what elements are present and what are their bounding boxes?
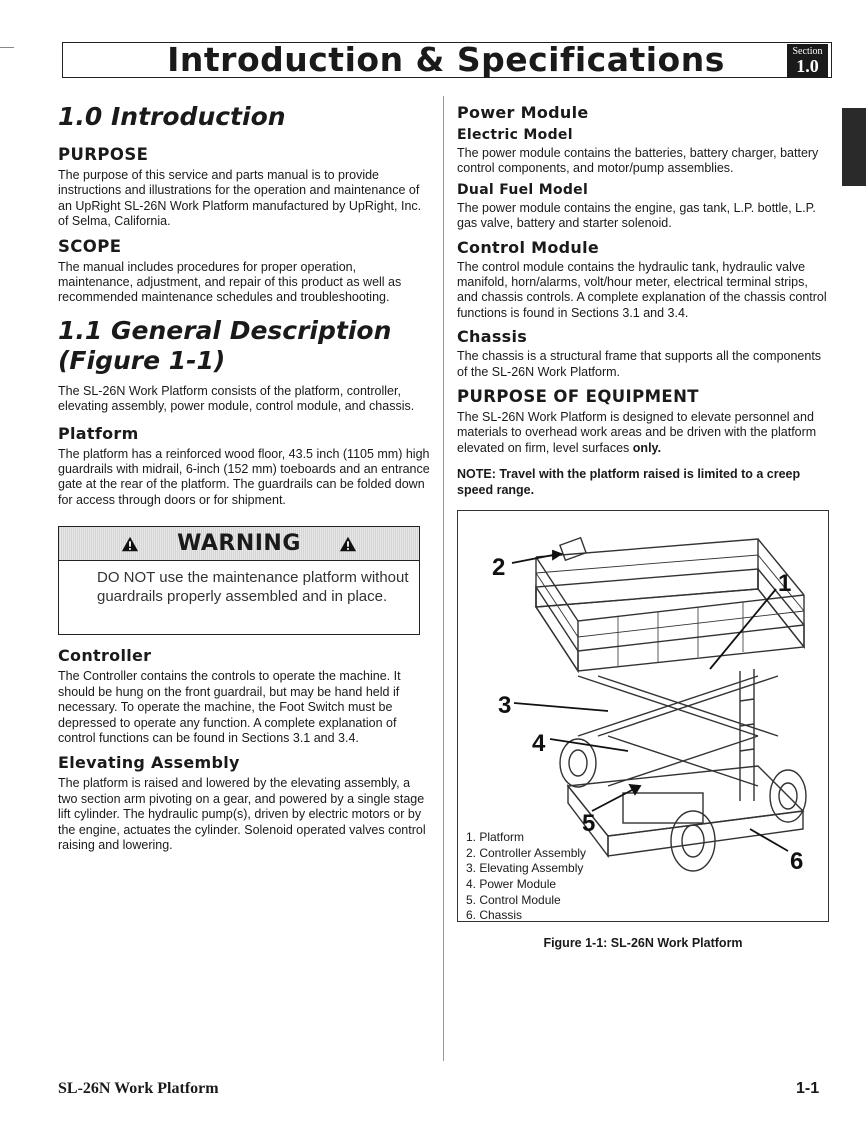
equipment-text-body: The SL-26N Work Platform is designed to elevate personnel and materials to overhead work areas and be driven with the platform elevated on firm, level surfaces — [457, 410, 817, 455]
purpose-heading: PURPOSE — [58, 145, 149, 164]
figure-caption: Figure 1-1: SL-26N Work Platform — [543, 936, 743, 951]
footer-model: SL-26N Work Platform — [58, 1080, 219, 1097]
callout-4: 4 — [532, 730, 546, 758]
chassis-heading: Chassis — [457, 327, 528, 347]
right-column — [457, 98, 829, 950]
figure-legend — [466, 830, 586, 924]
section-badge-number: 1.0 — [796, 56, 819, 76]
callout-3: 3 — [498, 692, 512, 720]
section-edge-tab — [842, 108, 866, 186]
chassis-text: The chassis is a structural frame that supports all the components of the SL-26N Work Platform. — [457, 349, 822, 379]
figure-box — [457, 510, 829, 922]
elevating-text: The platform is raised and lowered by the elevating assembly, a two section arm pivoting on a gear, and powered by a single stage lift cylinder. The hydraulic pump(s), driven by electric motors or by the engine, actuates the cylinder. Solenoid operated valves control raising and lowering. — [58, 776, 426, 852]
warning-title: WARNING — [177, 531, 301, 557]
legend-item: 5. Control Module — [466, 892, 561, 907]
scope-heading: SCOPE — [58, 236, 122, 256]
section-badge — [787, 44, 828, 78]
left-column — [58, 98, 430, 853]
platform-heading: Platform — [58, 423, 139, 443]
intro-heading: 1.0 Introduction — [58, 102, 286, 131]
warning-header — [59, 527, 419, 561]
dual-text: The power module contains the engine, gas tank, L.P. bottle, L.P. gas valve, battery and starter solenoid. — [457, 200, 816, 231]
note-text: NOTE: Travel with the platform raised is limited to a creep speed range. — [457, 467, 801, 498]
equipment-heading: PURPOSE OF EQUIPMENT — [457, 387, 699, 407]
electric-text: The power module contains the batteries, battery charger, battery control components, and motor/pump assemblies. — [457, 146, 819, 176]
purpose-text: The purpose of this service and parts manual is to provide instructions and illustrations for the operation and maintenance of an UpRight SL-26N Work Platform manufactured by UpRight, Inc. of Selma, California. — [58, 168, 422, 229]
page-title: Introduction & Specifications — [167, 40, 725, 79]
equipment-text-emphasis: only. — [632, 440, 662, 455]
legend-item: 3. Elevating Assembly — [466, 861, 584, 876]
power-heading: Power Module — [457, 103, 589, 122]
legend-item: 6. Chassis — [466, 908, 523, 923]
page-number: 1-1 — [796, 1080, 820, 1097]
scope-text: The manual includes procedures for proper operation, maintenance, adjustment, and repair of this product as well as recommended maintenance schedules and troubleshooting. — [58, 259, 402, 305]
general-heading: 1.1 General Description — [58, 315, 392, 345]
warning-text: DO NOT use the maintenance platform without guardrails properly assembled and in place. — [97, 569, 409, 605]
equipment-text — [457, 410, 829, 456]
dual-heading: Dual Fuel Model — [457, 181, 589, 198]
control-heading: Control Module — [457, 237, 600, 257]
controller-heading: Controller — [58, 646, 152, 666]
elevating-heading: Elevating Assembly — [58, 753, 240, 773]
control-text: The control module contains the hydraulic tank, hydraulic valve manifold, horn/alarms, volt/hour meter, electrical terminal strips, and chassis controls. A complete explanation of the chassis control functions is found in Sections 3.1 and 3.4. — [457, 259, 827, 320]
legend-item: 1. Platform — [466, 830, 525, 845]
general-text: The SL-26N Work Platform consists of the platform, controller, elevating assembly, power module, control module, and chassis. — [58, 383, 415, 414]
legend-item: 2. Controller Assembly — [466, 845, 587, 860]
platform-text: The platform has a reinforced wood floor, 43.5 inch (1105 mm) high guardrails with midrail, 6-inch (152 mm) toeboards and an entrance gate at the rear of the platform. The guardrails can be folded down for access through doors or for shipment. — [58, 446, 430, 507]
warning-triangle-icon — [121, 535, 139, 553]
callout-5: 5 — [582, 810, 596, 838]
callout-1: 1 — [778, 570, 792, 598]
callout-2: 2 — [492, 554, 506, 582]
legend-item: 4. Power Module — [466, 877, 557, 892]
column-divider — [443, 96, 444, 1061]
callout-6: 6 — [790, 848, 804, 876]
warning-box — [58, 526, 420, 635]
section-badge-label: Section — [792, 46, 823, 57]
controller-text: The Controller contains the controls to operate the machine. It should be hung on the front guardrail, but may be hand held if necessary. To operate the machine, the Foot Switch must be depressed to operate any function. A complete explanation of control functions can be found in Sections 3.1 and 3.4. — [58, 669, 401, 745]
electric-heading: Electric Model — [457, 127, 573, 143]
warning-triangle-icon — [339, 535, 357, 553]
general-heading-figure: (Figure 1-1) — [58, 345, 226, 375]
margin-tick — [0, 47, 14, 48]
